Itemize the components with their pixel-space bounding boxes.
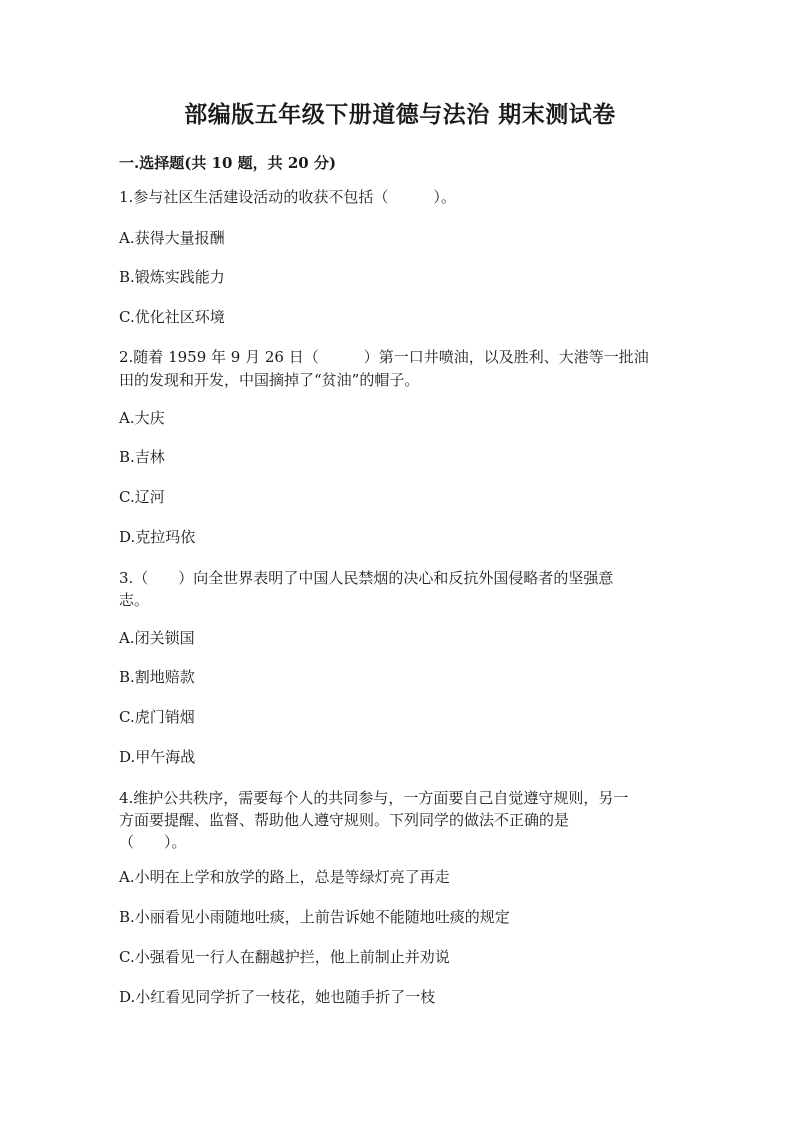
question-4-option-b: B.小丽看见小雨随地吐痰，上前告诉她不能随地吐痰的规定 <box>119 908 510 926</box>
question-3-stem-line-1: 3.（ ）向全世界表明了中国人民禁烟的决心和反抗外国侵略者的坚强意 <box>119 569 614 587</box>
question-2-stem-line-2: 田的发现和开发，中国摘掉了“贫油”的帽子。 <box>119 371 420 389</box>
question-1-option-c: C.优化社区环境 <box>119 308 225 326</box>
question-2-option-a: A.大庆 <box>119 409 165 427</box>
question-4-stem-line-1: 4.维护公共秩序，需要每个人的共同参与，一方面要自己自觉遵守规则，另一 <box>119 789 629 807</box>
question-4-stem-line-3: （ ）。 <box>119 833 187 851</box>
page-title: 部编版五年级下册道德与法治 期末测试卷 <box>184 101 616 128</box>
question-1-stem: 1.参与社区生活建设活动的收获不包括（ ）。 <box>119 188 456 206</box>
question-1-option-a: A.获得大量报酬 <box>119 229 225 247</box>
question-2-option-d: D.克拉玛依 <box>119 528 196 546</box>
question-3-option-d: D.甲午海战 <box>119 748 196 766</box>
question-3-stem-line-2: 志。 <box>119 591 150 609</box>
question-4-option-c: C.小强看见一行人在翻越护拦，他上前制止并劝说 <box>119 948 450 966</box>
question-2-option-c: C.辽河 <box>119 488 165 506</box>
question-2-option-b: B.吉林 <box>119 448 165 466</box>
section-heading: 一.选择题(共 10 题，共 20 分) <box>119 154 337 172</box>
question-3-option-a: A.闭关锁国 <box>119 629 195 647</box>
question-4-option-d: D.小红看见同学折了一枝花，她也随手折了一枝 <box>119 988 436 1006</box>
question-4-stem-line-2: 方面要提醒、监督、帮助他人遵守规则。下列同学的做法不正确的是 <box>119 811 570 829</box>
question-4-option-a: A.小明在上学和放学的路上，总是等绿灯亮了再走 <box>119 868 450 886</box>
question-3-option-c: C.虎门销烟 <box>119 708 195 726</box>
question-1-option-b: B.锻炼实践能力 <box>119 268 225 286</box>
question-2-stem-line-1: 2.随着 1959 年 9 月 26 日（ ）第一口井喷油，以及胜利、大港等一批油 <box>119 348 649 366</box>
question-3-option-b: B.割地赔款 <box>119 668 195 686</box>
